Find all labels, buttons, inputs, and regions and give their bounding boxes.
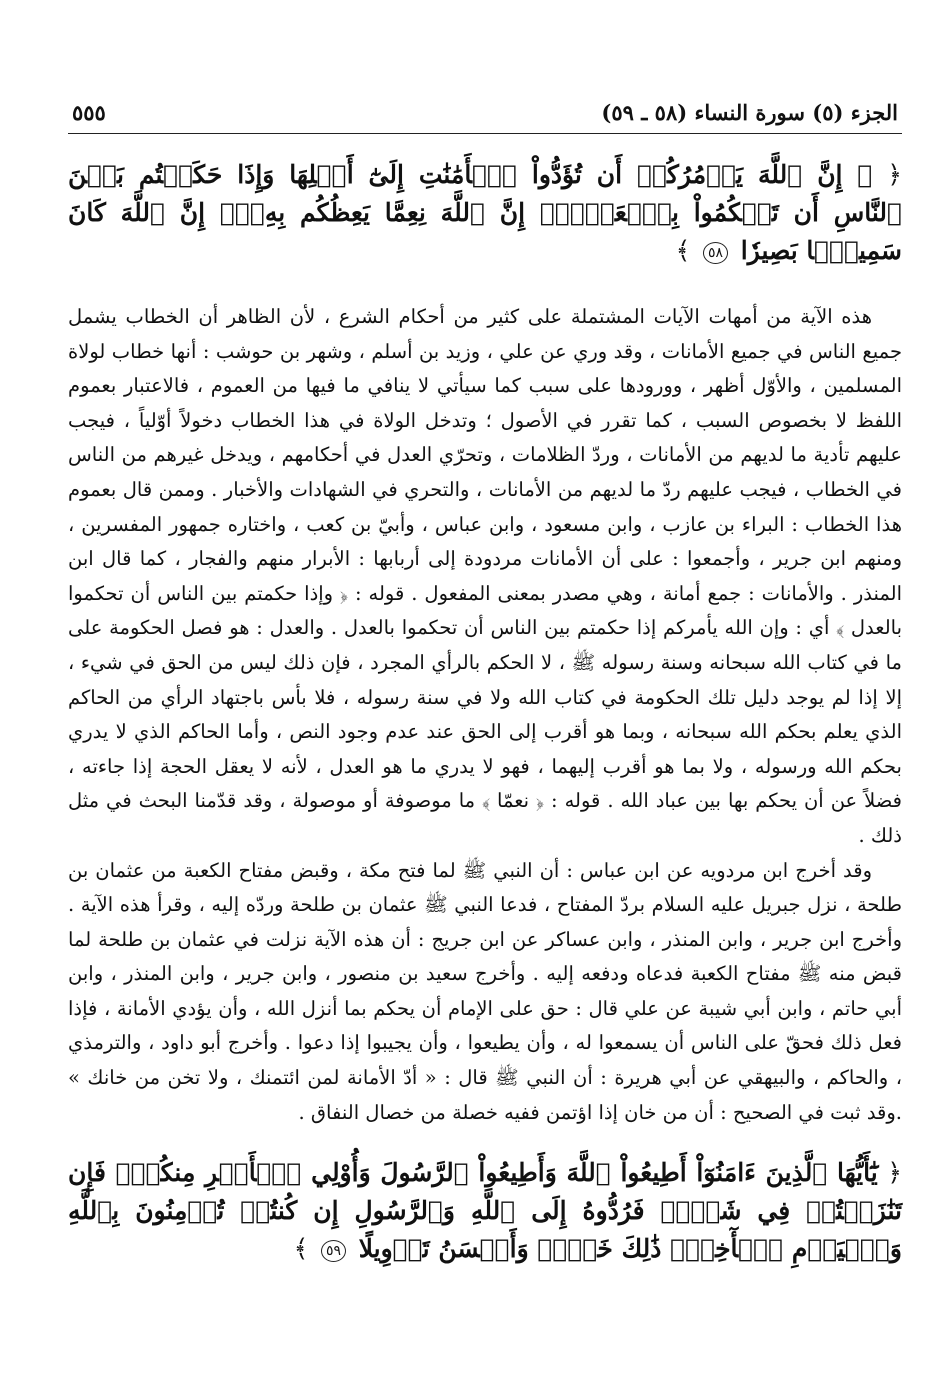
quran-verse-59 <box>68 1154 902 1268</box>
quran-verse-58 <box>68 156 902 270</box>
verse-close-bracket: ﴾ <box>293 1234 309 1264</box>
page-header <box>68 100 902 131</box>
verse-text: يَٰٓأَيُّهَا ٱلَّذِينَ ءَامَنُوٓاْ أَطِيعُواْ ٱللَّهَ وَأَطِيعُواْ ٱلرَّسُولَ وَأُوْلِي ٱلۡأَمۡرِ مِنكُمۡۖ فَإِن تَنَٰزَعۡتُمۡ فِي شَيۡءٖ فَرُدُّوهُ إِلَى ٱللَّهِ وَٱلرَّسُولِ إِن كُنتُمۡ تُؤۡمِنُونَ بِٱللَّهِ وَٱلۡيَوۡمِ ٱلۡأٓخِرِۚ ذَٰلِكَ خَيۡرٞ وَأَحۡسَنُ تَأۡوِيلًا <box>68 1158 902 1264</box>
narrations-paragraph: وقد أخرج ابن مردويه عن ابن عباس : أن النبي ﷺ لما فتح مكة ، وقبض مفتاح الكعبة من عثمان بن طلحة ، نزل جبريل عليه السلام بردّ المفتاح ، فدعا النبي ﷺ عثمان بن طلحة وردّه إليه ، وقرأ هذه الآية . وأخرج ابن جرير ، وابن المنذر ، وابن عساكر عن ابن جريج : أن هذه الآية نزلت في عثمان بن طلحة لما قبض منه ﷺ مفتاح الكعبة فدعاه ودفعه إليه . وأخرج سعيد بن منصور ، وابن جرير ، وابن المنذر ، وابن أبي حاتم ، وابن أبي شيبة عن علي قال : حق على الإمام أن يحكم بما أنزل الله ، وأن يؤدي الأمانة ، فإذا فعل ذلك فحقّ على الناس أن يسمعوا له ، وأن يطيعوا ، وأن يجيبوا إذا دعوا . وأخرج أبو داود ، والترمذي ، والحاكم ، والبيهقي عن أبي هريرة : أن النبي ﷺ قال : « أدّ الأمانة لمن ائتمنك ، ولا تخن من خانك » .وقد ثبت في الصحيح : أن من خان إذا اؤتمن ففيه خصلة من خصال النفاق . <box>68 858 902 1124</box>
commentary-paragraph: هذه الآية من أمهات الآيات المشتملة على كثير من أحكام الشرع ، لأن الظاهر أن الخطاب يشمل جميع الناس في جميع الأمانات ، وقد وري عن علي ، وزيد بن أسلم ، وشهر بن حوشب : أنها خطاب لولاة المسلمين ، والأوّل أظهر ، وورودها على سبب كما سيأتي لا ينافي ما فيها من العموم ، فالاعتبار بعموم اللفظ لا بخصوص السبب ، كما تقرر في الأصول ؛ وتدخل الولاة في هذا الخطاب دخولاً أوّلياً ، فيجب عليهم تأدية ما لديهم من الأمانات ، وردّ الظلامات ، وتحرّي العدل في أحكامهم ، ويدخل غيرهم من الناس في الخطاب ، فيجب عليهم ردّ ما لديهم من الأمانات ، والتحري في الشهادات والأخبار . وممن قال بعموم هذا الخطاب : البراء بن عازب ، وابن مسعود ، وابن عباس ، وأبيّ بن كعب ، واختاره جمهور المفسرين ، ومنهم ابن جرير ، وأجمعوا : على أن الأمانات مردودة إلى أربابها : الأبرار منهم والفجار ، كما قال ابن المنذر . والأمانات : جمع أمانة ، وهي مصدر بمعنى المفعول . قوله : ﴿ وإذا حكمتم بين الناس أن تحكموا بالعدل ﴾ أي : وإن الله يأمركم إذا حكمتم بين الناس أن تحكموا بالعدل . والعدل : هو فصل الحكومة على ما في كتاب الله سبحانه وسنة رسوله ﷺ ، لا الحكم بالرأي المجرد ، فإن ذلك ليس من الحق في شيء ، إلا إذا لم يوجد دليل تلك الحكومة في كتاب الله ولا في سنة رسوله ، فلا بأس باجتهاد الرأي من الحاكم الذي يعلم بحكم الله سبحانه ، وبما هو أقرب إلى الحق عند عدم وجود النص ، وأما الحاكم الذي لا يدري بحكم الله ورسوله ، ولا بما هو أقرب إليهما ، فهو لا يدري ما هو العدل ، لأنه لا يعقل الحجة إذا جاءته ، فضلاً عن أن يحكم بها بين عباد الله . قوله : ﴿ نعمّا ﴾ ما موصوفة أو موصولة ، وقد قدّمنا البحث في مثل ذلك . <box>68 305 902 847</box>
verse-close-bracket: ﴾ <box>675 236 691 265</box>
verse-number-badge: ٥٨ <box>703 242 728 264</box>
page-number: ٥٥٥ <box>72 100 106 125</box>
document-page <box>68 100 902 1268</box>
verse-number-badge: ٥٩ <box>321 1240 346 1262</box>
header-rule <box>68 133 902 134</box>
running-title: الجزء (٥) سورة النساء (٥٨ ـ ٥٩) <box>601 100 898 125</box>
verse-open-bracket: ﴿ <box>887 160 902 189</box>
verse-open-bracket: ﴿ <box>887 1158 902 1188</box>
verse-text: ۞ إِنَّ ٱللَّهَ يَأۡمُرُكُمۡ أَن تُؤَدُّواْ ٱلۡأَمَٰنَٰتِ إِلَىٰٓ أَهۡلِهَا وَإِذَا حَكَمۡتُم بَيۡنَ ٱلنَّاسِ أَن تَحۡكُمُواْ بِٱلۡعَدۡلِۚ إِنَّ ٱللَّهَ نِعِمَّا يَعِظُكُم بِهِۦٓۗ إِنَّ ٱللَّهَ كَانَ سَمِيعَۢا بَصِيرٗا <box>68 160 902 265</box>
